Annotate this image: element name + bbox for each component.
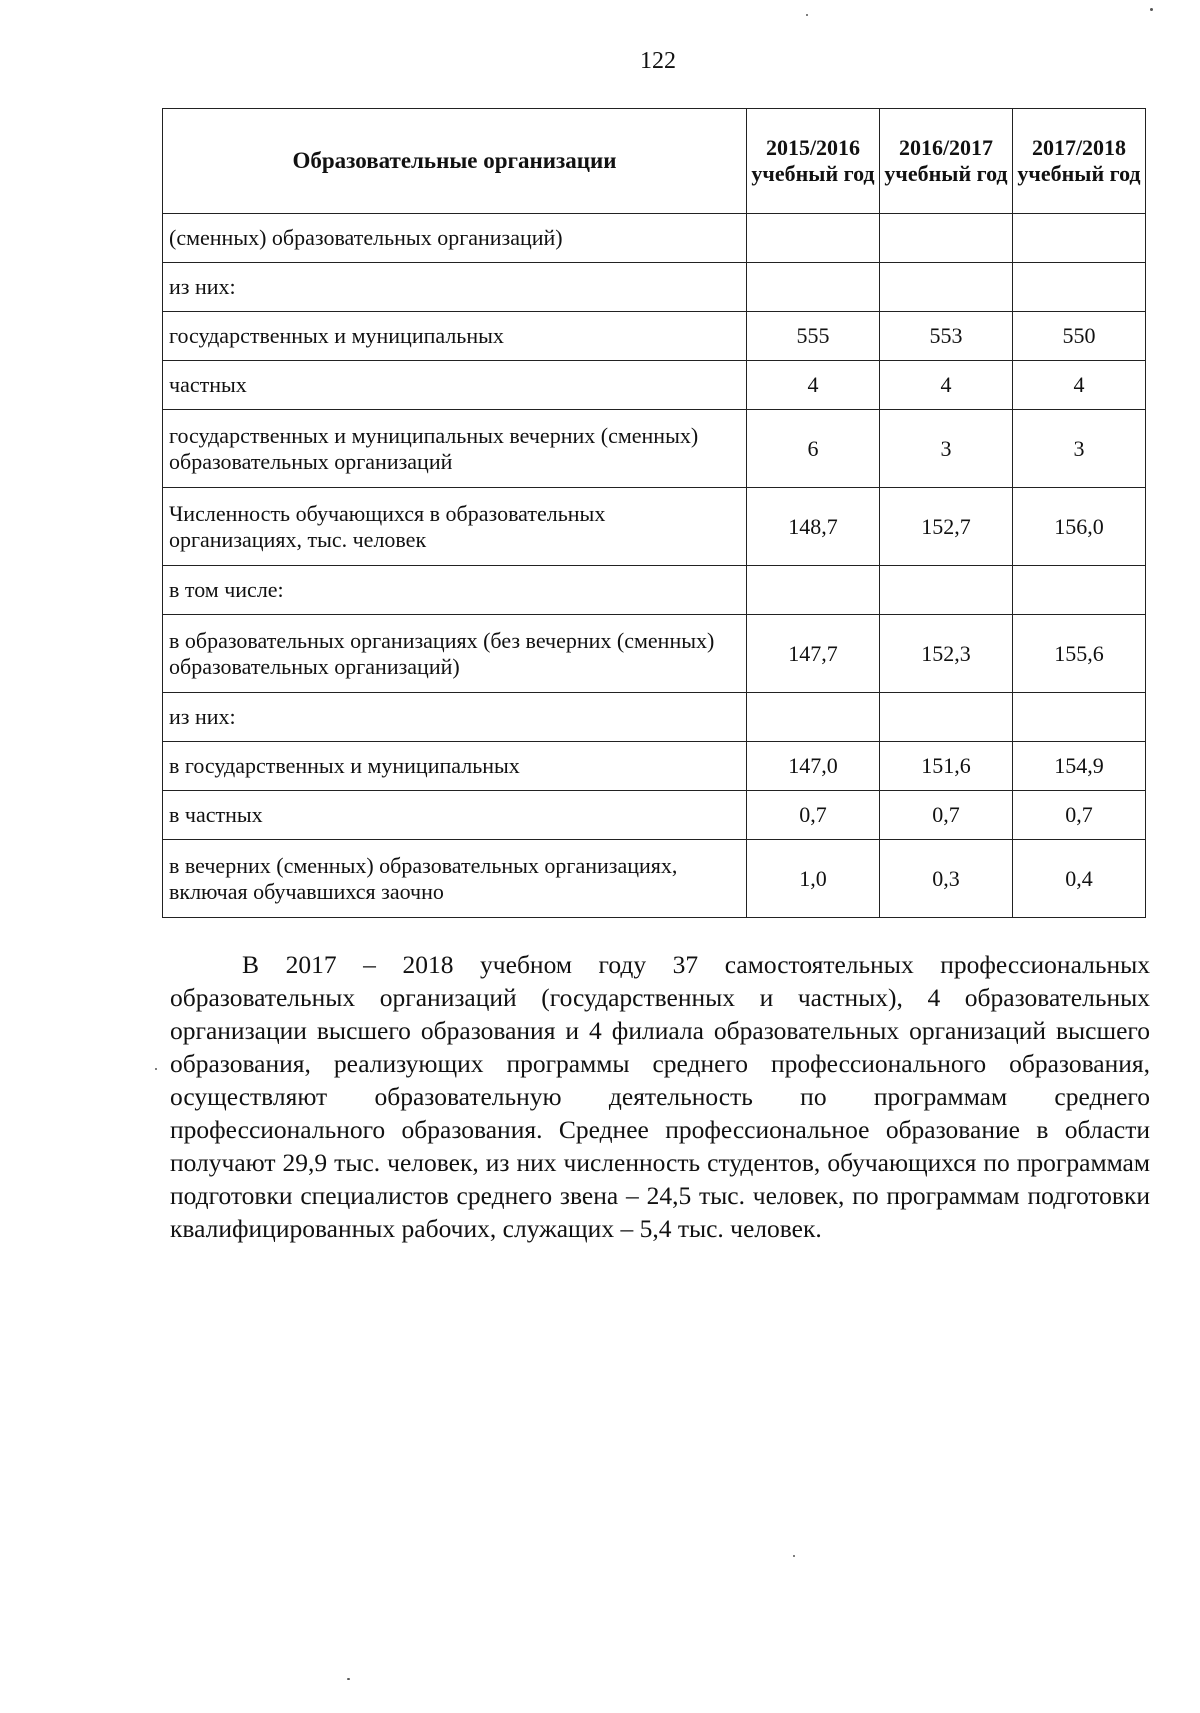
header-organizations: Образовательные организации: [163, 109, 747, 214]
table-row: [163, 263, 1146, 312]
value-2016-2017: 0,3: [880, 840, 1013, 918]
scan-speck: [347, 1678, 350, 1680]
table-row: [163, 214, 1146, 263]
value-2017-2018: 154,9: [1013, 742, 1146, 791]
header-year-2017-2018: 2017/2018 учебный год: [1013, 109, 1146, 214]
value-2016-2017: 4: [880, 361, 1013, 410]
value-2015-2016: 0,7: [747, 791, 880, 840]
table-row: [163, 410, 1146, 488]
value-2015-2016: [747, 263, 880, 312]
table-row: [163, 742, 1146, 791]
value-2017-2018: [1013, 566, 1146, 615]
table-row: [163, 312, 1146, 361]
value-2016-2017: 151,6: [880, 742, 1013, 791]
table-row: [163, 791, 1146, 840]
scan-speck: [155, 1068, 157, 1070]
value-2015-2016: 147,0: [747, 742, 880, 791]
table-row: [163, 693, 1146, 742]
value-2017-2018: 4: [1013, 361, 1146, 410]
table-row: [163, 566, 1146, 615]
value-2017-2018: 155,6: [1013, 615, 1146, 693]
value-2016-2017: [880, 693, 1013, 742]
row-label: (сменных) образовательных организаций): [163, 214, 747, 263]
row-label: из них:: [163, 263, 747, 312]
scan-speck: [806, 14, 808, 16]
value-2016-2017: 152,3: [880, 615, 1013, 693]
table-row: [163, 615, 1146, 693]
page-number: 122: [640, 48, 676, 74]
header-year-2015-2016: 2015/2016 учебный год: [747, 109, 880, 214]
row-label: частных: [163, 361, 747, 410]
value-2017-2018: 0,7: [1013, 791, 1146, 840]
scan-speck: [1150, 8, 1153, 11]
value-2016-2017: [880, 566, 1013, 615]
value-2015-2016: 148,7: [747, 488, 880, 566]
row-label: в том числе:: [163, 566, 747, 615]
scan-speck: [793, 1555, 795, 1557]
value-2015-2016: 555: [747, 312, 880, 361]
value-2015-2016: [747, 566, 880, 615]
value-2017-2018: [1013, 214, 1146, 263]
row-label: в вечерних (сменных) образовательных организациях, включая обучавшихся заочно: [163, 840, 747, 918]
row-label: из них:: [163, 693, 747, 742]
value-2016-2017: 0,7: [880, 791, 1013, 840]
header-year-2016-2017: 2016/2017 учебный год: [880, 109, 1013, 214]
value-2016-2017: [880, 214, 1013, 263]
value-2017-2018: 156,0: [1013, 488, 1146, 566]
row-label: государственных и муниципальных: [163, 312, 747, 361]
table-header-row: [163, 109, 1146, 214]
statistics-table: [162, 108, 1146, 918]
value-2015-2016: 1,0: [747, 840, 880, 918]
value-2016-2017: 3: [880, 410, 1013, 488]
row-label: в образовательных организациях (без вечерних (сменных) образовательных организаций): [163, 615, 747, 693]
body-paragraph: В 2017 – 2018 учебном году 37 самостоятельных профессиональных образовательных организаций (государственных и частных), 4 образовательных организации высшего образования и 4 филиала образовательных организаций высшего образования, реализующих программы среднего профессионального образования, осуществляют образовательную деятельность по программам среднего профессионального образования. Среднее профессиональное образование в области получают 29,9 тыс. человек, из них численность студентов, обучающихся по программам подготовки специалистов среднего звена – 24,5 тыс. человек, по программам подготовки квалифицированных рабочих, служащих – 5,4 тыс. человек.: [170, 950, 1150, 1243]
row-label: в государственных и муниципальных: [163, 742, 747, 791]
value-2015-2016: 6: [747, 410, 880, 488]
table-row: [163, 840, 1146, 918]
table-row: [163, 361, 1146, 410]
value-2015-2016: 4: [747, 361, 880, 410]
value-2016-2017: [880, 263, 1013, 312]
row-label: государственных и муниципальных вечерних (сменных) образовательных организаций: [163, 410, 747, 488]
value-2015-2016: [747, 214, 880, 263]
value-2016-2017: 553: [880, 312, 1013, 361]
row-label: в частных: [163, 791, 747, 840]
value-2017-2018: 550: [1013, 312, 1146, 361]
value-2017-2018: 3: [1013, 410, 1146, 488]
value-2017-2018: 0,4: [1013, 840, 1146, 918]
value-2016-2017: 152,7: [880, 488, 1013, 566]
row-label: Численность обучающихся в образовательных организациях, тыс. человек: [163, 488, 747, 566]
table-row: [163, 488, 1146, 566]
value-2017-2018: [1013, 263, 1146, 312]
value-2015-2016: [747, 693, 880, 742]
value-2015-2016: 147,7: [747, 615, 880, 693]
value-2017-2018: [1013, 693, 1146, 742]
